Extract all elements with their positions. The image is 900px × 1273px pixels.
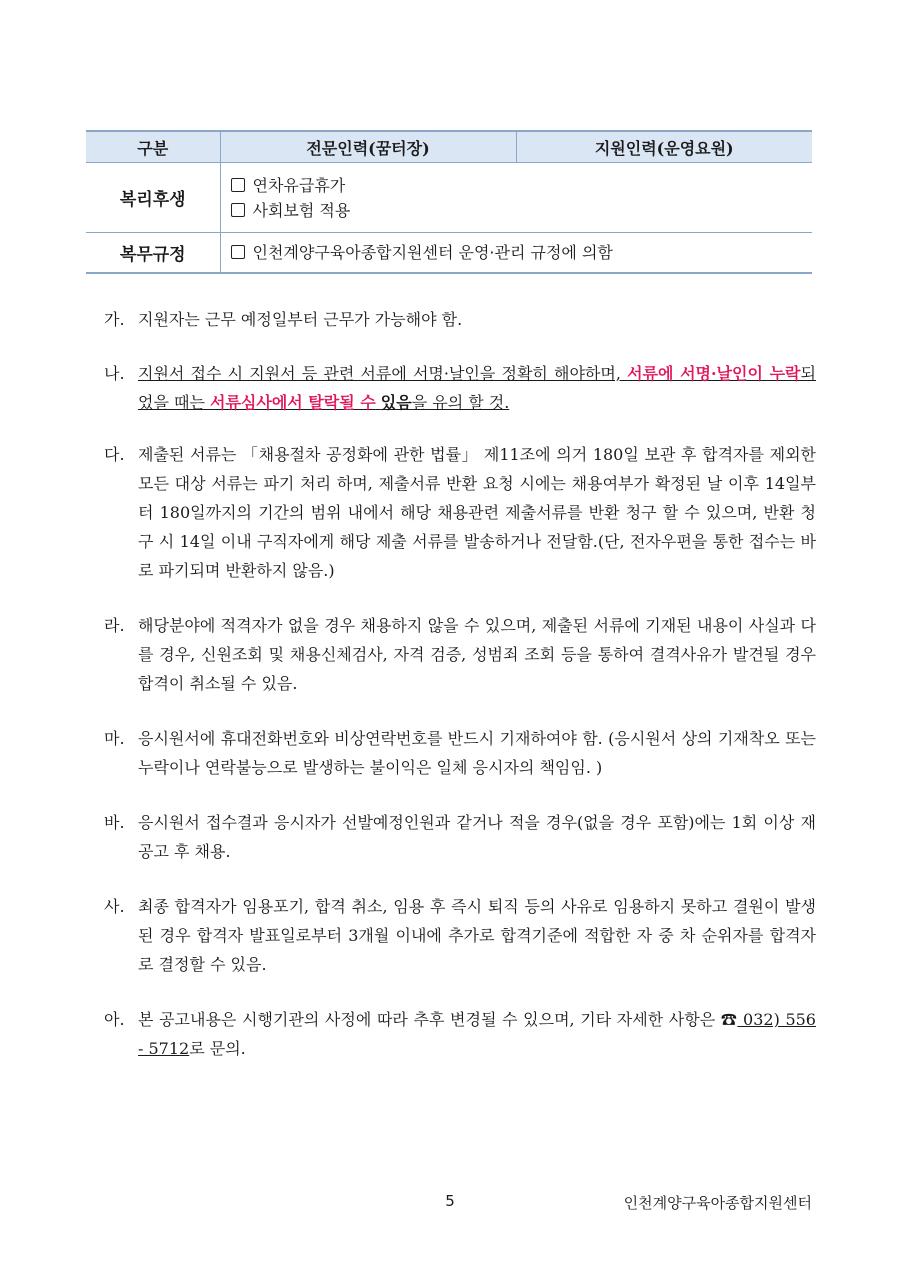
table-row-welfare — [86, 163, 812, 233]
header-professional: 전문인력(꿈터장) — [220, 131, 516, 163]
notice-list — [104, 305, 816, 1063]
list-item-sa: 사. 최종 합격자가 임용포기, 합격 취소, 임용 후 즉시 퇴직 등의 사유로 임용하지 못하고 결원이 발생된 경우 합격자 발표일로부터 3개월 이내에 추가로 합격기준에 적합한 자 중 차 순위자를 합격자로 결정할 수 있음. — [104, 897, 816, 974]
checkbox-icon — [231, 203, 245, 217]
list-item-ma: 마. 응시원서에 휴대전화번호와 비상연락번호를 반드시 기재하여야 함. (응시원서 상의 기재착오 또는 누락이나 연락불능으로 발생하는 불이익은 일체 응시자의 책임임. ) — [104, 729, 816, 777]
checkbox-icon — [231, 245, 245, 259]
row-label-welfare: 복리후생 — [86, 163, 220, 233]
welfare-item: 사회보험 적용 — [231, 198, 813, 223]
list-item-ba: 바. 응시원서 접수결과 응시자가 선발예정인원과 같거나 적을 경우(없을 경우 포함)에는 1회 이상 재공고 후 채용. — [104, 813, 816, 861]
page-number: 5 — [445, 1192, 455, 1210]
list-item-da: 다. 제출된 서류는 「채용절차 공정화에 관한 법률」 제11조에 의거 180일 보관 후 합격자를 제외한 모든 대상 서류는 파기 처리 하며, 제출서류 반환 요청 시에는 채용여부가 확정된 날 이후 14일부터 180일까지의 기간의 범위 내에서 해당 채용관련 제출서류를 반환 청구 할 수 있으며, 반환 청구 시 14일 이내 구직자에게 해당 제출 서류를 발송하거나 전달함.(단, 전자우편을 통한 접수는 바로 파기되며 반환하지 않음.) — [104, 445, 816, 580]
phone-number: 032) 556 - 5712 — [138, 1010, 816, 1058]
table-header-row — [86, 131, 812, 163]
header-support: 지원인력(운영요원) — [516, 131, 812, 163]
list-item-ga: 가. 지원자는 근무 예정일부터 근무가 가능해야 함. — [104, 310, 463, 329]
welfare-content — [220, 163, 812, 233]
welfare-table — [86, 130, 812, 274]
rules-content: 인천계양구육아종합지원센터 운영·관리 규정에 의함 — [220, 233, 812, 273]
table-row-rules — [86, 233, 812, 273]
welfare-item: 연차유급휴가 — [231, 173, 813, 198]
list-item-na: 나. 지원서 접수 시 지원서 등 관련 서류에 서명·날인을 정확히 해야하며, 서류에 서명·날인이 누락되었을 때는 서류심사에서 탈락될 수 있음을 유의 할 것. — [104, 364, 816, 412]
list-item-a: 아. 본 공고내용은 시행기관의 사정에 따라 추후 변경될 수 있으며, 기타 자세한 사항은 ☎ 032) 556 - 5712로 문의. — [104, 1010, 816, 1058]
phone-icon: ☎ — [720, 1010, 738, 1029]
checkbox-icon — [231, 178, 245, 192]
list-item-ra: 라. 해당분야에 적격자가 없을 경우 채용하지 않을 수 있으며, 제출된 서류에 기재된 내용이 사실과 다를 경우, 신원조회 및 채용신체검사, 자격 검증, 성범죄 조회 등을 통하여 결격사유가 발견될 경우 합격이 취소될 수 있음. — [104, 616, 816, 693]
row-label-rules: 복무규정 — [119, 244, 186, 265]
footer-organization: 인천계양구육아종합지원센터 — [623, 1194, 812, 1212]
header-category: 구분 — [86, 131, 220, 163]
